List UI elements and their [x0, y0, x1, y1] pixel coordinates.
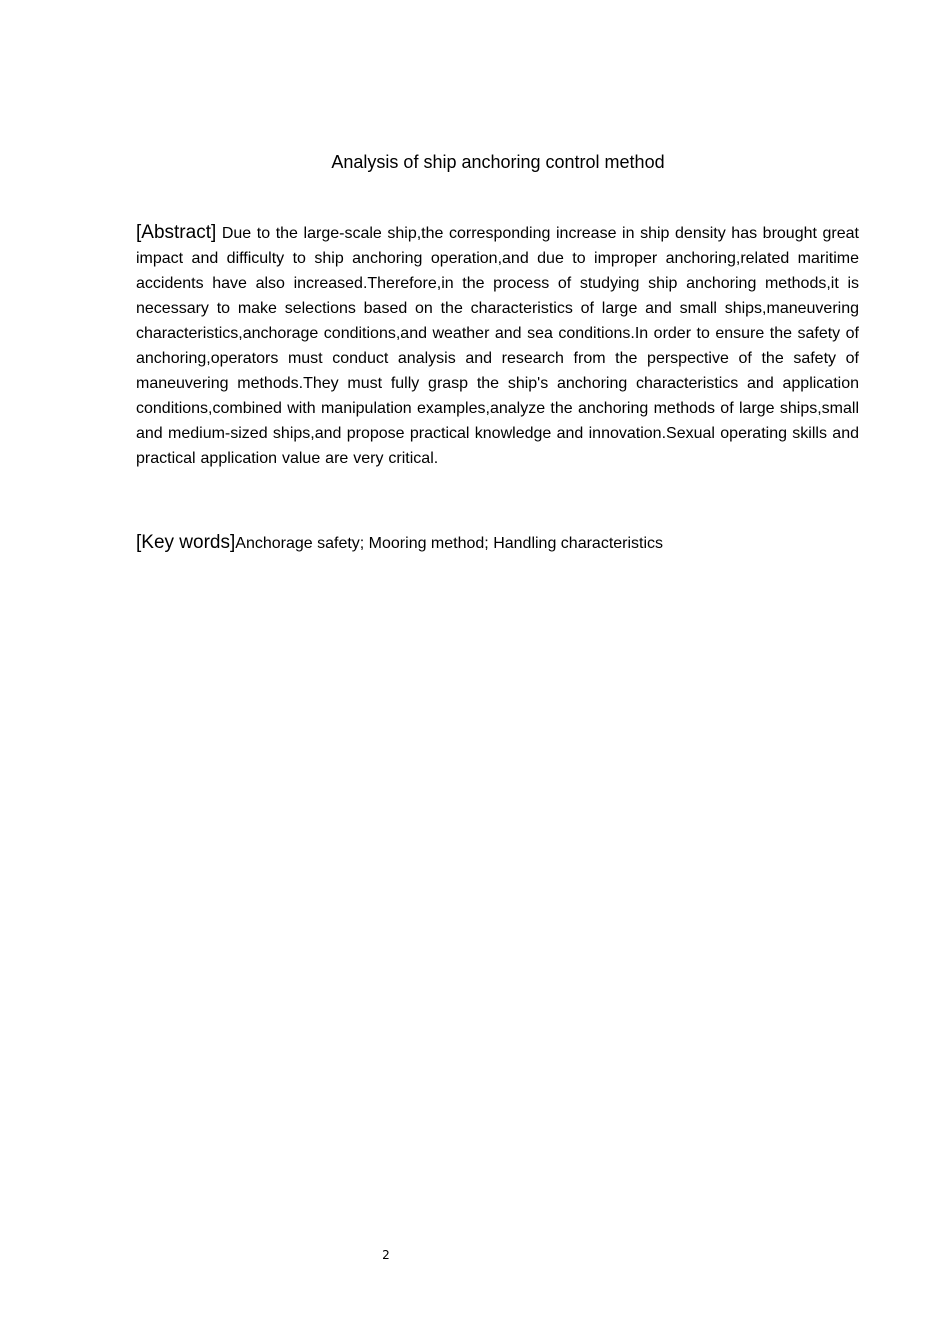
- page-number: 2: [382, 1248, 390, 1262]
- abstract-text: Due to the large-scale ship,the corresponding increase in ship density has brought great impact and difficulty to ship anchoring operation,and due to improper anchoring,related maritime accidents have also increased.Therefore,in the process of studying ship anchoring methods,it is necessary to make selections based on the characteristics of large and small ships,maneuvering characteristics,anchorage conditions,and weather and sea conditions.In order to ensure the safety of anchoring,operators must conduct analysis and research from the perspective of the safety of maneuvering methods.They must fully grasp the ship's anchoring characteristics and application conditions,combined with manipulation examples,analyze the anchoring methods of large ships,small and medium-sized ships,and propose practical knowledge and innovation.Sexual operating skills and practical application value are very critical.: [136, 225, 860, 467]
- keywords-text: Anchorage safety; Mooring method; Handling characteristics: [235, 535, 664, 552]
- document-title: Analysis of ship anchoring control method: [331, 152, 665, 172]
- abstract-label: [Abstract]: [136, 222, 217, 243]
- keywords-label: [Key words]: [136, 532, 236, 553]
- abstract-paragraph: [136, 220, 859, 471]
- keywords-line: [136, 530, 859, 556]
